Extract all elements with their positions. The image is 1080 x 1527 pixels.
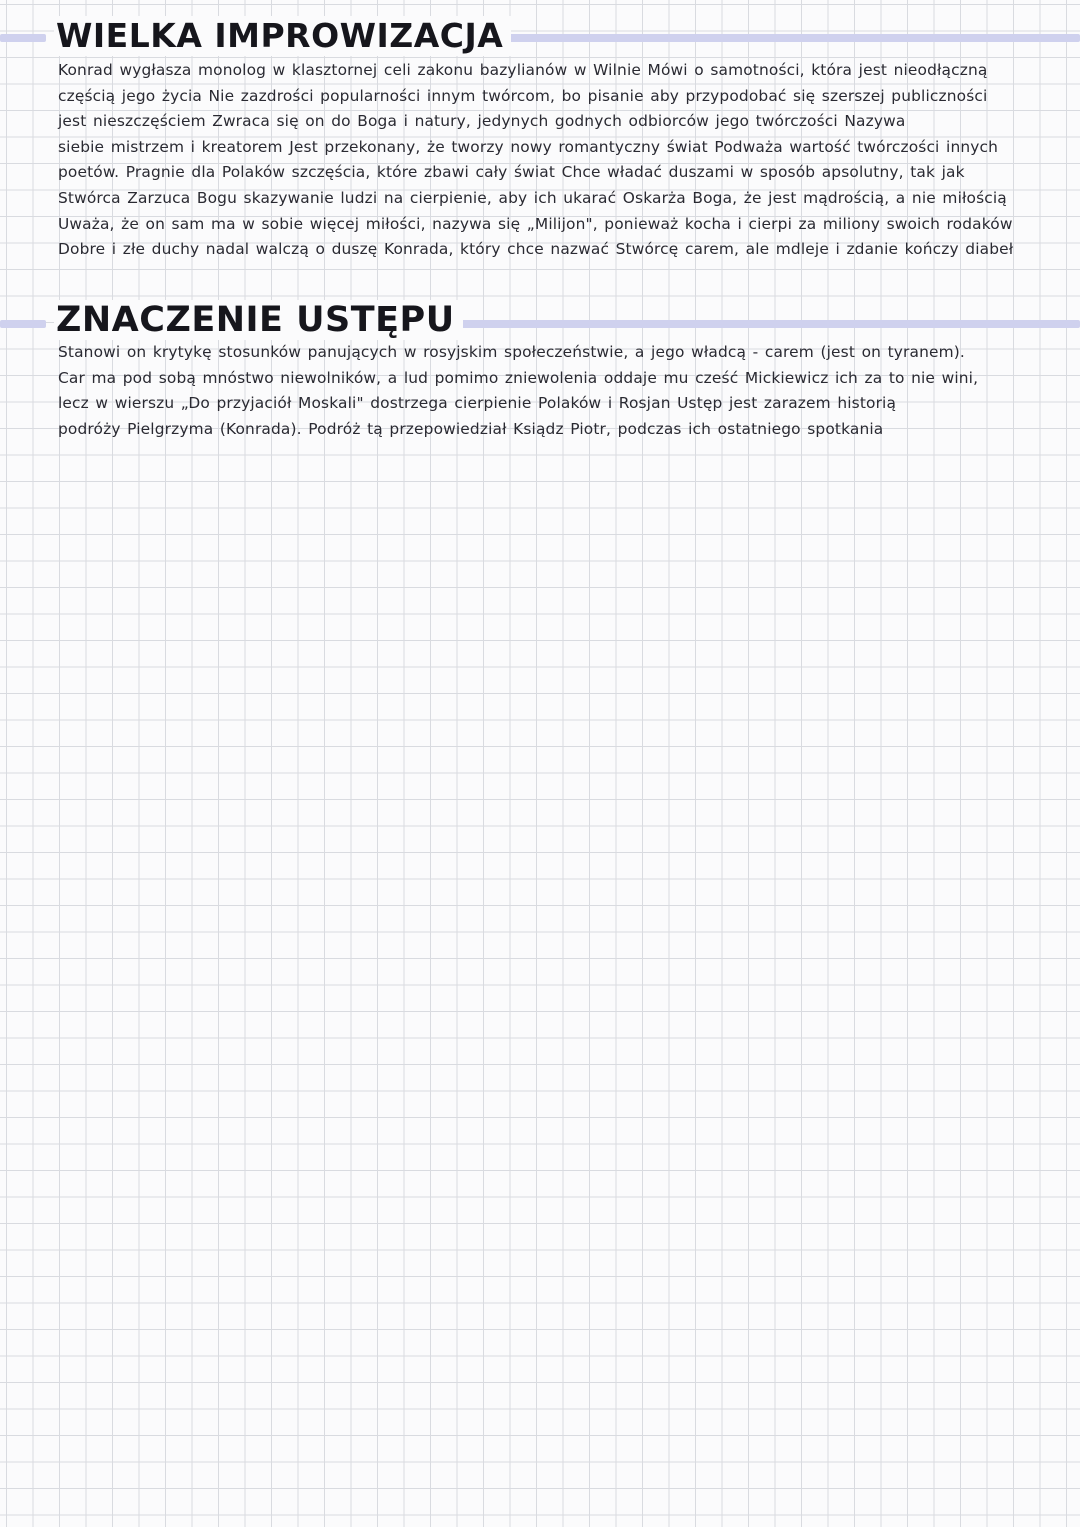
heading-band-left <box>0 34 46 42</box>
section-znaczenie-ustepu <box>0 300 1080 438</box>
text-line: poetów. Pragnie dla Polaków szczęścia, które zbawi cały świat Chce władać duszami w sposób apsolutny, tak jak <box>58 163 965 182</box>
text-line: Uważa, że on sam ma w sobie więcej miłości, nazywa się „Milijon", ponieważ kocha i cierpi za miliony swoich rodaków <box>58 214 1013 233</box>
text-line: Stanowi on krytykę stosunków panujących w rosyjskim społeczeństwie, a jego władcą - carem (jest on tyranem). <box>58 343 965 361</box>
section-wielka-improwizacja <box>0 16 1080 259</box>
section-heading: WIELKA IMPROWIZACJA <box>54 16 511 56</box>
heading-row <box>0 300 1080 340</box>
section-heading: ZNACZENIE USTĘPU <box>54 300 463 340</box>
text-line: siebie mistrzem i kreatorem Jest przekonany, że tworzy nowy romantyczny świat Podważa wartość twórczości innych <box>58 137 999 156</box>
section-body <box>58 340 1048 442</box>
heading-row <box>0 16 1080 56</box>
text-line: częścią jego życia Nie zazdrości popularności innym twórcom, bo pisanie aby przypodobać się szerszej publiczności <box>58 86 988 105</box>
text-line: Konrad wygłasza monolog w klasztornej celi zakonu bazylianów w Wilnie Mówi o samotności, która jest nieodłączną <box>58 61 988 79</box>
section-body <box>58 58 1048 263</box>
heading-band-left <box>0 320 46 328</box>
text-line: Car ma pod sobą mnóstwo niewolników, a lud pomimo zniewolenia oddaje mu cześć Mickiewicz ich za to nie wini, <box>58 368 979 387</box>
text-line: Dobre i złe duchy nadal walczą o duszę Konrada, który chce nazwać Stwórcę carem, ale mdleje i zdanie kończy diabeł <box>58 240 1014 259</box>
heading-band-right <box>436 320 1080 328</box>
heading-band-right <box>440 34 1080 42</box>
text-line: lecz w wierszu „Do przyjaciół Moskali" dostrzega cierpienie Polaków i Rosjan Ustęp jest zarazem historią <box>58 394 897 413</box>
text-line: jest nieszczęściem Zwraca się on do Boga i natury, jedynych godnych odbiorców jego twórczości Nazywa <box>58 112 906 131</box>
text-line: podróży Pielgrzyma (Konrada). Podróż tą przepowiedział Ksiądz Piotr, podczas ich ostatniego spotkania <box>58 419 884 438</box>
text-line: Stwórca Zarzuca Bogu skazywanie ludzi na cierpienie, aby ich ukarać Oskarża Boga, że jest mądrością, a nie miłością <box>58 188 1007 207</box>
